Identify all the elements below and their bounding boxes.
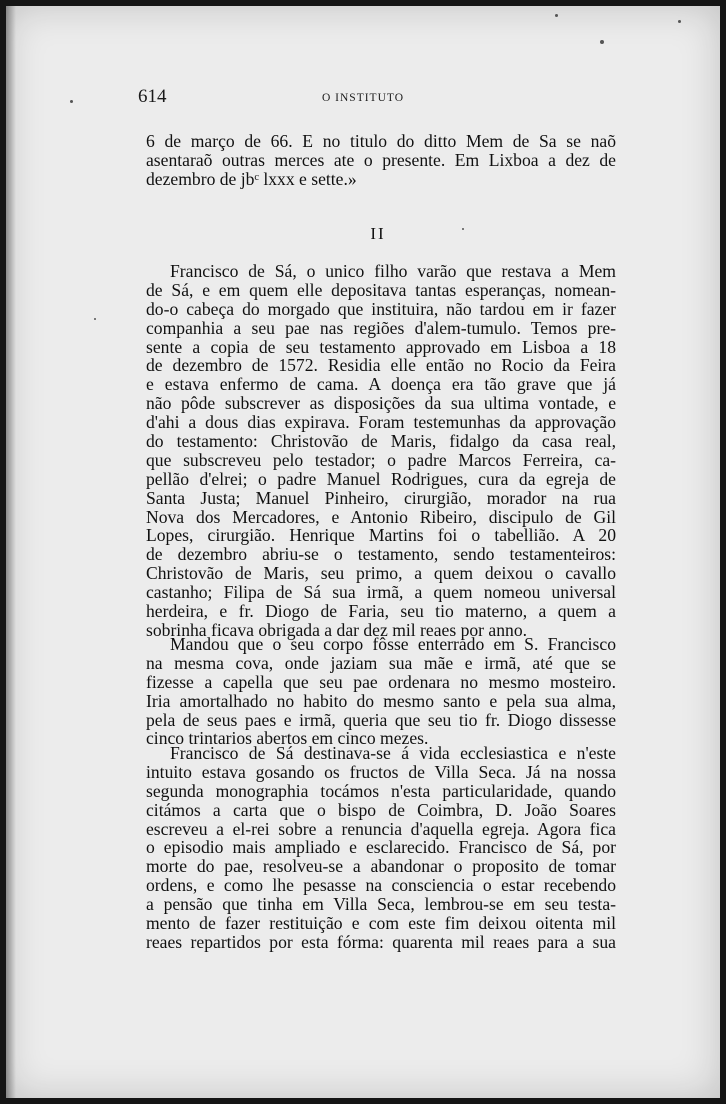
page-gutter-shadow	[6, 6, 16, 1098]
scan-speck	[600, 40, 604, 44]
text-line: mento de fazer restituição e com este fim deixou oitenta mil	[146, 913, 616, 934]
text-line: na mesma cova, onde jaziam sua mãe e irmã, até que se	[146, 652, 616, 673]
text-line: de dezembro de 1572. Residia elle então no Rocio da Feira	[146, 355, 616, 376]
text-line: asentaraõ outras merces ate o presente. Em Lixboa a dez de	[146, 149, 616, 170]
paragraph	[146, 744, 616, 952]
text-line: Christovão de Maris, seu primo, a quem deixou o cavallo	[146, 563, 616, 584]
text-line: do-o cabeça do morgado que instituira, não tardou em ir fazer	[146, 298, 616, 319]
text-line: segunda monographia tocámos n'esta particularidade, quando	[146, 780, 616, 801]
text-line: Iria amortalhado no habito do mesmo santo e pela sua alma,	[146, 690, 616, 711]
text-line: herdeira, e fr. Diogo de Faria, seu tio materno, a quem a	[146, 601, 616, 622]
text-line: morte do pae, resolveu-se a abandonar o proposito de tomar	[146, 856, 616, 877]
text-line: dezembro de jbᶜ lxxx e sette.»	[146, 168, 357, 189]
paragraph	[146, 635, 616, 748]
text-line: castanho; Filipa de Sá sua irmã, a quem nomeou universal	[146, 582, 616, 603]
text-line: Lopes, cirurgião. Henrique Martins foi o tabellião. A 20	[146, 525, 616, 546]
text-line: Francisco de Sá destinava-se á vida ecclesiastica e n'este	[170, 743, 616, 763]
text-line: de dezembro abriu-se o testamento, sendo testamenteiros:	[146, 544, 616, 565]
text-line: Nova dos Mercadores, e Antonio Ribeiro, discipulo de Gil	[146, 506, 616, 527]
text-line: não pôde subscrever as disposições da sua ultima vontade, e	[146, 393, 616, 414]
text-line: que subscreveu pelo testador; o padre Marcos Ferreira, ca-	[146, 449, 616, 470]
paragraph	[146, 262, 616, 640]
text-line: fizesse a capella que seu pae ordenara no mesmo mosteiro.	[146, 671, 616, 692]
section-heading: II	[370, 224, 386, 243]
text-line: sobrinha ficava obrigada a dar dez mil reaes por anno.	[146, 619, 528, 640]
scan-speck	[462, 228, 464, 230]
text-line: escreveu a el-rei sobre a renuncia d'aquella egreja. Agora fica	[146, 818, 616, 839]
text-line: Francisco de Sá, o unico filho varão que restava a Mem	[170, 261, 616, 281]
text-line: de Sá, e em quem elle depositava tantas esperanças, nomean-	[146, 279, 616, 300]
text-line: Santa Justa; Manuel Pinheiro, cirurgião, morador na rua	[146, 487, 616, 508]
text-line: 6 de março de 66. E no titulo do ditto Mem de Sa se naõ	[146, 131, 616, 151]
paragraph-continuation	[146, 132, 616, 189]
text-line: intuito estava gosando os fructos de Villa Seca. Já na nossa	[146, 761, 616, 782]
text-line: pela de seus paes e irmã, queria que seu tio fr. Diogo dissesse	[146, 709, 616, 730]
text-line: companhia a seu pae nas regiões d'alem-tumulo. Temos pre-	[146, 317, 616, 338]
text-line: cinco trintarios abertos em cinco mezes.	[146, 728, 429, 749]
text-line: a pensão que tinha em Villa Seca, lembrou-se em seu testa-	[146, 894, 616, 915]
text-line: ordens, e como lhe pesasse na consciencia o estar recebendo	[146, 875, 616, 896]
page-number: 614	[138, 86, 167, 107]
running-head: O INSTITUTO	[321, 92, 405, 104]
text-line: sente a copia de seu testamento approvado em Lisboa a 18	[146, 336, 616, 357]
text-line: e estava enfermo de cama. A doença era tão grave que já	[146, 374, 616, 395]
text-line: o episodio mais ampliado e esclarecido. Francisco de Sá, por	[146, 837, 616, 858]
text-line: do testamento: Christovão de Maris, fidalgo da casa real,	[146, 431, 616, 452]
text-line: pellão d'elrei; o padre Manuel Rodrigues, cura da egreja de	[146, 468, 616, 489]
scan-speck	[555, 14, 558, 17]
scan-speck	[70, 100, 73, 103]
text-line: d'ahi a dous dias expirava. Foram testemunhas da approvação	[146, 412, 616, 433]
scan-speck	[678, 20, 681, 23]
text-line: citámos a carta que o bispo de Coimbra, D. João Soares	[146, 799, 616, 820]
scan-speck	[94, 318, 96, 320]
text-line: Mandou que o seu corpo fôsse enterrado em S. Francisco	[170, 634, 616, 654]
text-line: reaes repartidos por esta fórma: quarenta mil reaes para a sua	[146, 931, 616, 952]
